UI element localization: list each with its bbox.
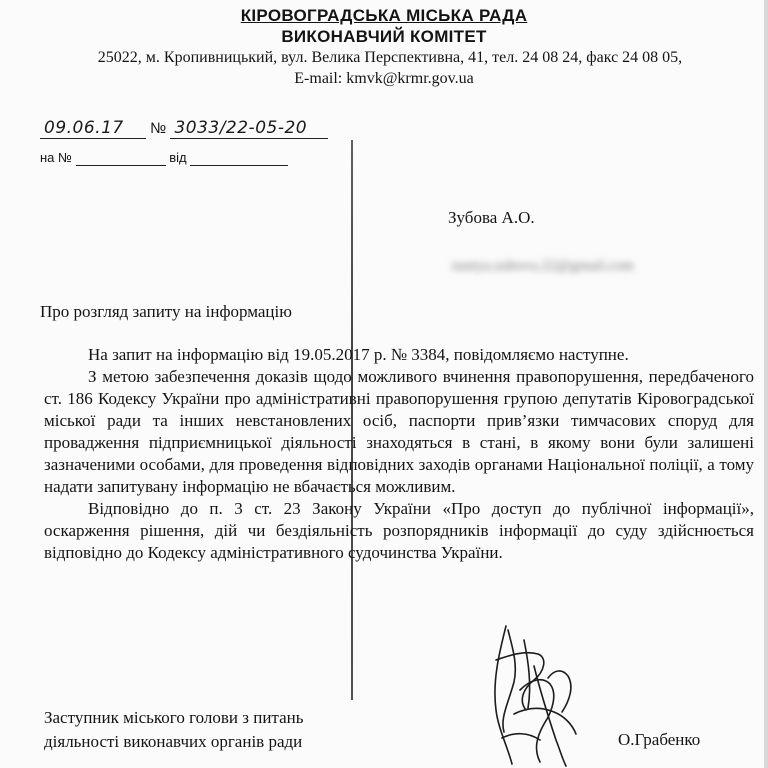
reply-to-label: на № — [40, 150, 72, 165]
signatory-title — [44, 706, 303, 754]
letterhead-email: kmvk@krmr.gov.ua — [346, 70, 474, 87]
registration-number: 3033/22-05-20 — [170, 118, 328, 139]
reply-date-blank — [190, 150, 288, 166]
signatory-name: О.Грабенко — [618, 730, 701, 749]
registration-reply — [40, 150, 288, 166]
registration-outgoing — [40, 118, 328, 139]
letter-body — [44, 344, 754, 564]
registration-date: 09.06.17 — [40, 118, 146, 139]
letterhead-org: КІРОВОГРАДСЬКА МІСЬКА РАДА — [240, 6, 528, 25]
from-label: від — [169, 150, 187, 165]
scan-artifact-edge — [764, 0, 768, 768]
body-paragraph-3: Відповідно до п. 3 ст. 23 Закону України «Про доступ до публічної інформації», оскарження рішення, дій чи бездіяльність розпорядників інформації до суду здійснюється відповідно до Кодексу адміністративного судочинства України. — [44, 499, 754, 562]
email-label: E-mail: — [294, 70, 343, 87]
recipient-name: Зубова А.О. — [448, 208, 535, 227]
handwritten-signature — [478, 620, 588, 768]
body-paragraph-1: На запит на інформацію від 19.05.2017 р. № 3384, повідомляємо наступне. — [88, 345, 629, 364]
reply-number-blank — [76, 150, 166, 166]
letterhead-committee: ВИКОНАВЧИЙ КОМІТЕТ — [281, 27, 487, 46]
body-paragraph-2: З метою забезпечення доказів щодо можливого вчинення правопорушення, передбаченого ст. 186 Кодексу України про адміністративні правопорушення групою депутатів Кіровоградської міської ради та інших невстановлених осіб, паспорти прив’язки тимчасових споруд для провадження підприємницької діяльності знаходяться в стані, в якому вони були залишені зазначеними особами, для проведення відповідних заходів органами Національної поліції, а тому надати запитувану інформацію не вбачається можливим. — [44, 367, 754, 496]
signatory-title-line-2: діяльності виконавчих органів ради — [44, 732, 303, 751]
letter-subject: Про розгляд запиту на інформацію — [40, 302, 292, 321]
recipient-email-redacted: nastya.zubova.22@gmail.com — [452, 258, 634, 274]
letterhead-address: 25022, м. Кропивницький, вул. Велика Перспективна, 41, тел. 24 08 24, факс 24 08 05, — [97, 49, 683, 66]
signatory-title-line-1: Заступник міського голови з питань — [44, 708, 304, 727]
number-sign: № — [150, 120, 167, 137]
letterhead-email-line — [0, 70, 768, 88]
